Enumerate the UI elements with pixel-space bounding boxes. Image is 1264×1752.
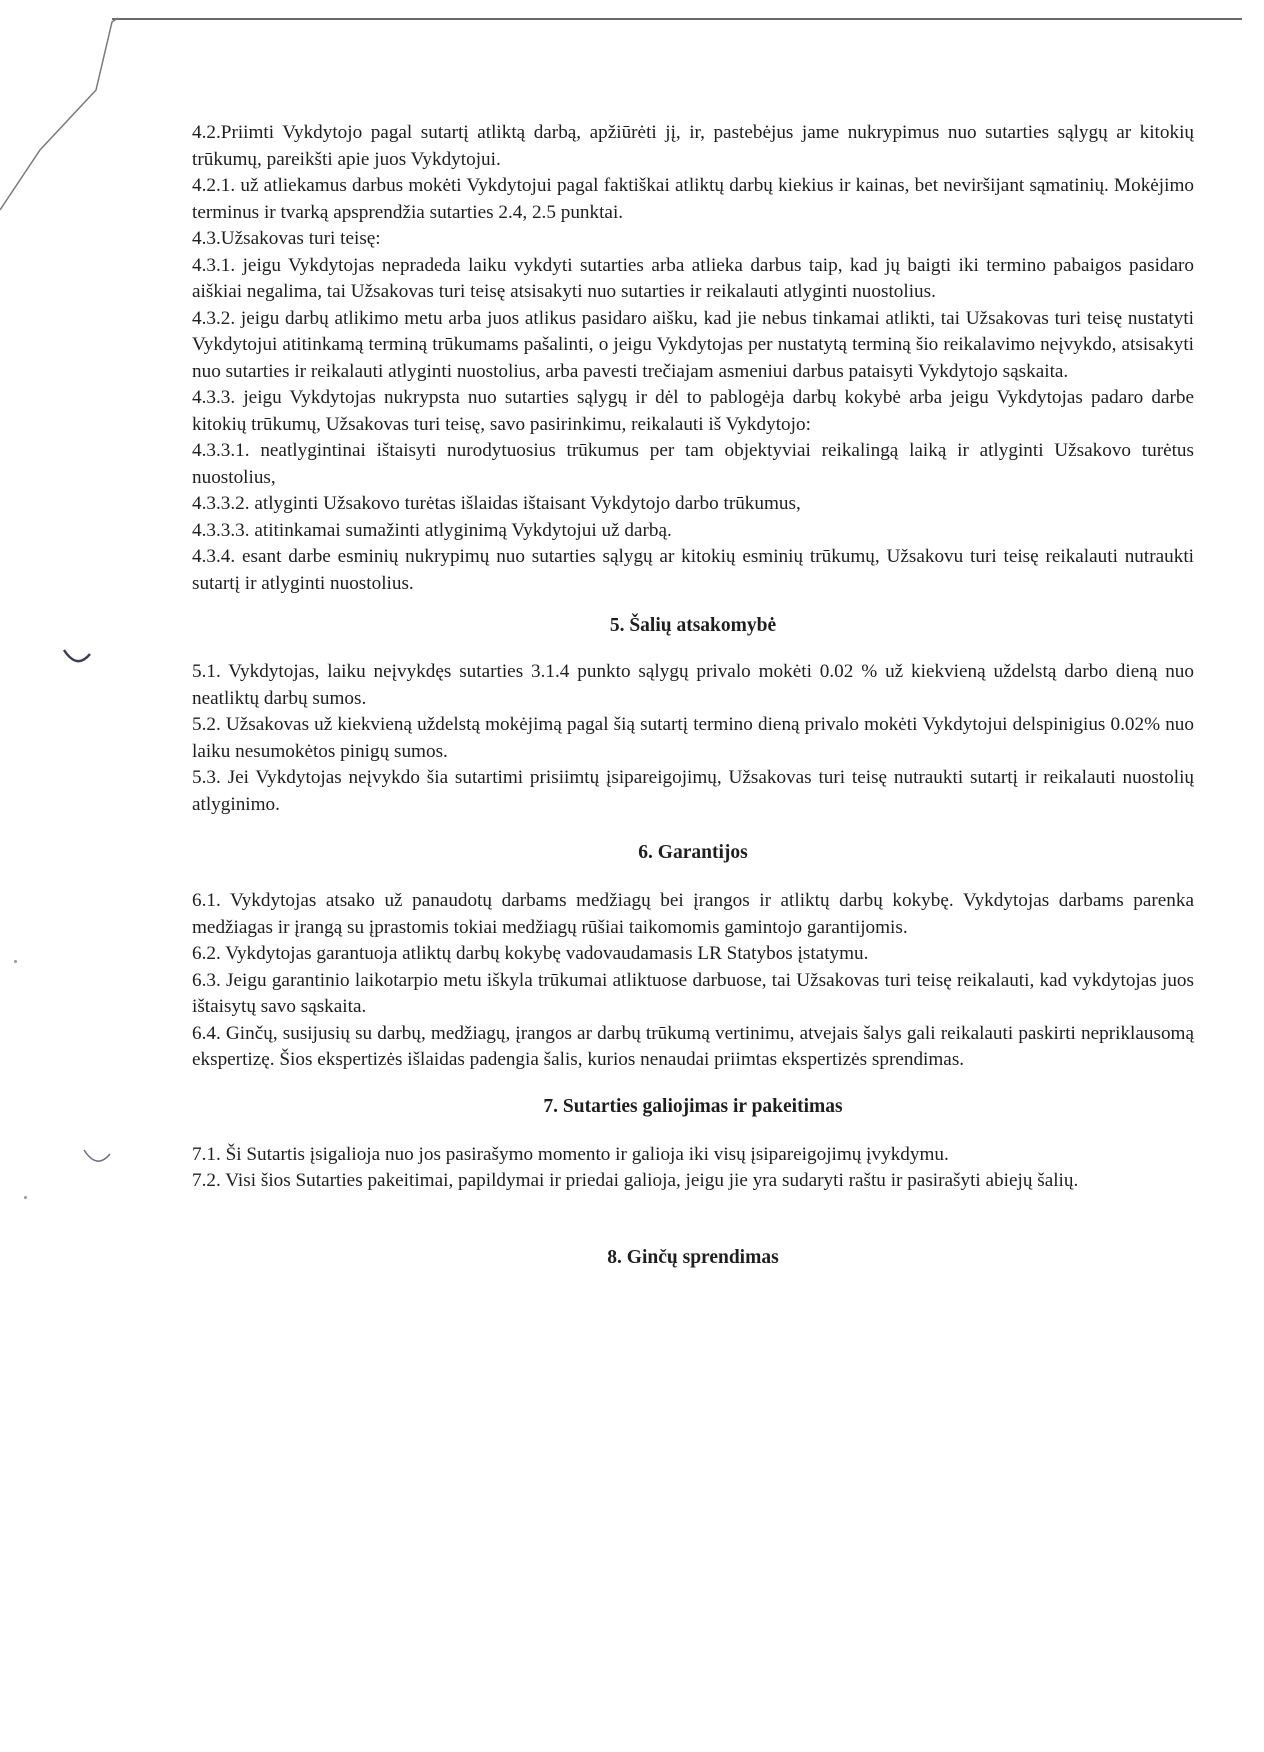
clause-7-2: 7.2. Visi šios Sutarties pakeitimai, papildymai ir priedai galioja, jeigu jie yra sudaryti raštu ir pasirašyti abiejų šalių. bbox=[192, 1170, 1079, 1191]
clause-5-2: 5.2. Užsakovas už kiekvieną uždelstą mokėjimą pagal šią sutartį termino dieną privalo mokėti Vykdytojui delspinigius 0.02% nuo laiku nesumokėtos pinigų sumos. bbox=[192, 714, 1194, 762]
clause-4-2-1: 4.2.1. už atliekamus darbus mokėti Vykdytojui pagal faktiškai atliktų darbų kiekius ir kainas, bet neviršijant sąmatinių. Mokėjimo terminus ir tvarką apsprendžia sutarties 2.4, 2.5 punktai. bbox=[192, 175, 1194, 223]
section-7 bbox=[192, 1142, 1194, 1195]
scan-speck bbox=[14, 960, 17, 963]
clause-6-1: 6.1. Vykdytojas atsako už panaudotų darbams medžiagų bei įrangos ir atliktų darbų kokybę. Vykdytojas darbams parenka medžiagas ir įrangą su įprastomis tokiai medžiagų rūšiai taikomomis gamintojo garantijomis. bbox=[192, 890, 1194, 938]
clause-6-3: 6.3. Jeigu garantinio laikotarpio metu iškyla trūkumai atliktuose darbuose, tai Užsakovas turi teisę reikalauti, kad vykdytojas juos ištaisytų savo sąskaita. bbox=[192, 969, 1194, 1017]
clause-5-3: 5.3. Jei Vykdytojas neįvykdo šia sutartimi prisiimtų įsipareigojimų, Užsakovas turi teisę nutraukti sutartį ir reikalauti nuostolių atlyginimo. bbox=[192, 767, 1194, 815]
clause-4-3-3: 4.3.3. jeigu Vykdytojas nukrypsta nuo sutarties sąlygų ir dėl to pablogėja darbų kokybė arba jeigu Vykdytojas padaro darbe kitokių trūkumų, Užsakovas turi teisę, savo pasirinkimu, reikalauti iš Vykdytojo: bbox=[192, 387, 1194, 435]
clause-4-3-3-3: 4.3.3.3. atitinkamai sumažinti atlyginimą Vykdytojui už darbą. bbox=[192, 519, 672, 541]
section-6 bbox=[192, 888, 1194, 1074]
scan-top-edge bbox=[112, 18, 1242, 20]
punch-hole-mark bbox=[82, 1148, 112, 1166]
section-4 bbox=[192, 120, 1194, 597]
clause-4-3-3-1: 4.3.3.1. neatlygintinai ištaisyti nurodytuosius trūkumus per tam objektyviai reikalingą laiką ir atlyginti Užsakovo turėtus nuostolius, bbox=[192, 440, 1194, 488]
clause-5-1: 5.1. Vykdytojas, laiku neįvykdęs sutarties 3.1.4 punkto sąlygų privalo mokėti 0.02 % už kiekvieną uždelstą darbo dieną nuo neatliktų darbų sumos. bbox=[192, 661, 1194, 709]
section-7-heading: 7. Sutarties galiojimas ir pakeitimas bbox=[543, 1095, 843, 1117]
section-6-heading: 6. Garantijos bbox=[638, 842, 748, 863]
clause-4-2: 4.2.Priimti Vykdytojo pagal sutartį atliktą darbą, apžiūrėti jį, ir, pastebėjus jame nukrypimus nuo sutarties sąlygų ar kitokių trūkumų, pareikšti apie juos Vykdytojui. bbox=[192, 122, 1194, 170]
clause-6-4: 6.4. Ginčų, susijusių su darbų, medžiagų, įrangos ar darbų trūkumą vertinimu, atvejais šalys gali reikalauti paskirti nepriklausomą ekspertizę. Šios ekspertizės išlaidas padengia šalis, kurios nenaudai priimtas ekspertizės sprendimas. bbox=[192, 1022, 1194, 1070]
clause-4-3: 4.3.Užsakovas turi teisę: bbox=[192, 228, 381, 249]
clause-7-1: 7.1. Ši Sutartis įsigalioja nuo jos pasirašymo momento ir galioja iki visų įsipareigojimų įvykdymu. bbox=[192, 1143, 949, 1165]
scan-fold-corner bbox=[0, 0, 120, 250]
clause-4-3-4: 4.3.4. esant darbe esminių nukrypimų nuo sutarties sąlygų ar kitokių esminių trūkumų, Užsakovu turi teisę reikalauti nutraukti sutartį ir atlyginti nuostolius. bbox=[192, 546, 1194, 594]
clause-6-2: 6.2. Vykdytojas garantuoja atliktų darbų kokybę vadovaudamasis LR Statybos įstatymu. bbox=[192, 943, 869, 964]
clause-4-3-3-2: 4.3.3.2. atlyginti Užsakovo turėtas išlaidas ištaisant Vykdytojo darbo trūkumus, bbox=[192, 493, 801, 514]
punch-hole-mark bbox=[62, 648, 92, 666]
section-5 bbox=[192, 659, 1194, 818]
clause-4-3-1: 4.3.1. jeigu Vykdytojas nepradeda laiku vykdyti sutarties arba atlieka darbus taip, kad jų baigti iki termino pabaigos pasidaro aiškiai negalima, tai Užsakovas turi teisę atsisakyti nuo sutarties ir reikalauti atlyginti nuostolius. bbox=[192, 254, 1194, 302]
scan-speck bbox=[24, 1196, 27, 1199]
document-page bbox=[192, 120, 1194, 1269]
section-5-heading: 5. Šalių atsakomybė bbox=[609, 615, 777, 636]
section-8-heading: 8. Ginčų sprendimas bbox=[607, 1246, 779, 1268]
clause-4-3-2: 4.3.2. jeigu darbų atlikimo metu arba juos atlikus pasidaro aišku, kad jie nebus tinkamai atlikti, tai Užsakovas turi teisę nustatyti Vykdytojui atitinkamą terminą trūkumams pašalinti, o jeigu Vykdytojas per nustatytą terminą šio reikalavimo neįvykdo, atsisakyti nuo sutarties ir reikalauti atlyginti nuostolius, arba pavesti trečiajam asmeniui darbus pataisyti Vykdytojo sąskaita. bbox=[192, 307, 1194, 382]
